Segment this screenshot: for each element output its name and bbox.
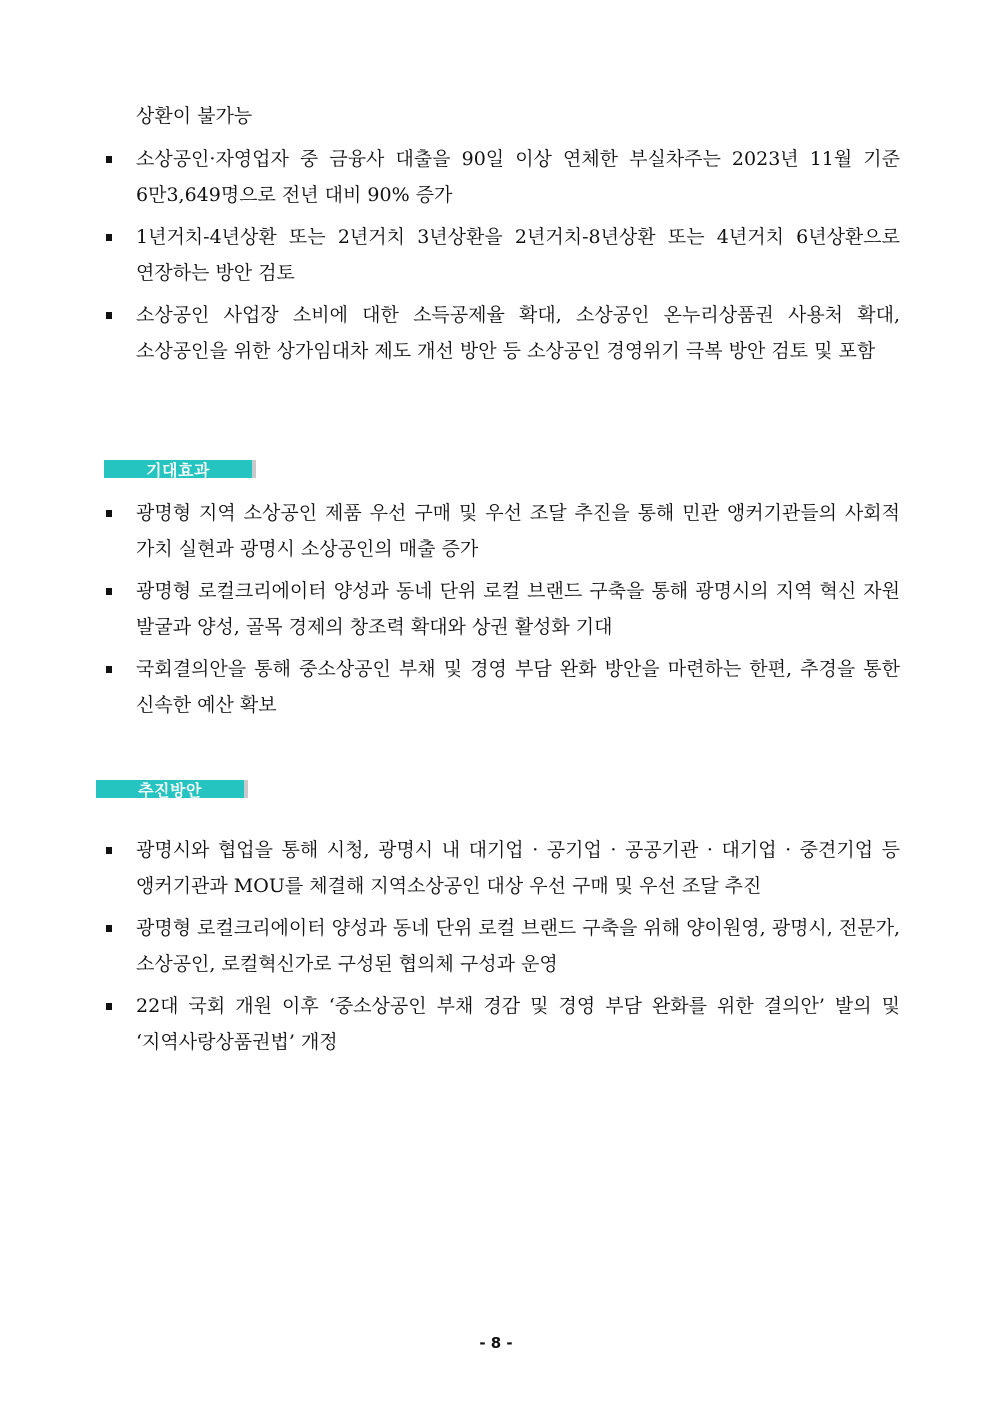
square-bullet-icon: [106, 156, 112, 163]
square-bullet-icon: [106, 925, 112, 932]
square-bullet-icon: [106, 1003, 112, 1010]
bullet-list-top: [100, 141, 900, 375]
section-title-implementation: 추진방안: [96, 780, 244, 798]
list-item-text: 광명형 지역 소상공인 제품 우선 구매 및 우선 조달 추진을 통해 민관 앵커기관들의 사회적 가치 실현과 광명시 소상공인의 매출 증가: [136, 502, 900, 560]
section-header-cap: [252, 460, 256, 478]
list-item-text: 광명시와 협업을 통해 시청, 광명시 내 대기업 · 공기업 · 공공기관 · 대기업 · 중견기업 등 앵커기관과 MOU를 체결해 지역소상공인 대상 우선 구매 및 우선 조달 추진: [136, 839, 900, 897]
list-item-text: 국회결의안을 통해 중소상공인 부채 및 경영 부담 완화 방안을 마련하는 한편, 추경을 통한 신속한 예산 확보: [136, 658, 900, 716]
square-bullet-icon: [106, 666, 112, 673]
section-header-expected-effects: [104, 460, 256, 478]
list-item-text: 소상공인 사업장 소비에 대한 소득공제율 확대, 소상공인 온누리상품권 사용처 확대, 소상공인을 위한 상가임대차 제도 개선 방안 등 소상공인 경영위기 극복 방안 검토 및 포함: [136, 304, 900, 362]
bullet-list-implementation: [100, 832, 900, 1066]
square-bullet-icon: [106, 847, 112, 854]
list-item-text: 소상공인·자영업자 중 금융사 대출을 90일 이상 연체한 부실차주는 2023년 11월 기준 6만3,649명으로 전년 대비 90% 증가: [136, 148, 900, 206]
page-number: - 8 -: [479, 1334, 513, 1352]
square-bullet-icon: [106, 510, 112, 517]
list-item-text: 광명형 로컬크리에이터 양성과 동네 단위 로컬 브랜드 구축을 위해 양이원영, 광명시, 전문가, 소상공인, 로컬혁신가로 구성된 협의체 구성과 운영: [136, 917, 900, 975]
list-item: [100, 910, 900, 982]
list-item: [100, 651, 900, 723]
list-item-text: 22대 국회 개원 이후 ‘중소상공인 부채 경감 및 경영 부담 완화를 위한 결의안’ 발의 및 ‘지역사랑상품권법’ 개정: [136, 995, 900, 1053]
square-bullet-icon: [106, 588, 112, 595]
list-item: [100, 297, 900, 369]
list-item: [100, 219, 900, 291]
section-header-implementation: [96, 780, 248, 798]
square-bullet-icon: [106, 234, 112, 241]
section-title-expected-effects: 기대효과: [104, 460, 252, 478]
list-item: [100, 495, 900, 567]
bullet-list-expected-effects: [100, 495, 900, 729]
list-item-text: 1년거치-4년상환 또는 2년거치 3년상환을 2년거치-8년상환 또는 4년거치 6년상환으로 연장하는 방안 검토: [136, 226, 900, 284]
square-bullet-icon: [106, 312, 112, 319]
list-item: [100, 573, 900, 645]
list-item: [100, 141, 900, 213]
section-header-cap: [244, 780, 248, 798]
continuation-text: 상환이 불가능: [136, 105, 253, 127]
list-item: [100, 832, 900, 904]
list-item: [100, 988, 900, 1060]
list-item-text: 광명형 로컬크리에이터 양성과 동네 단위 로컬 브랜드 구축을 통해 광명시의 지역 혁신 자원 발굴과 양성, 골목 경제의 창조력 확대와 상권 활성화 기대: [136, 580, 900, 638]
